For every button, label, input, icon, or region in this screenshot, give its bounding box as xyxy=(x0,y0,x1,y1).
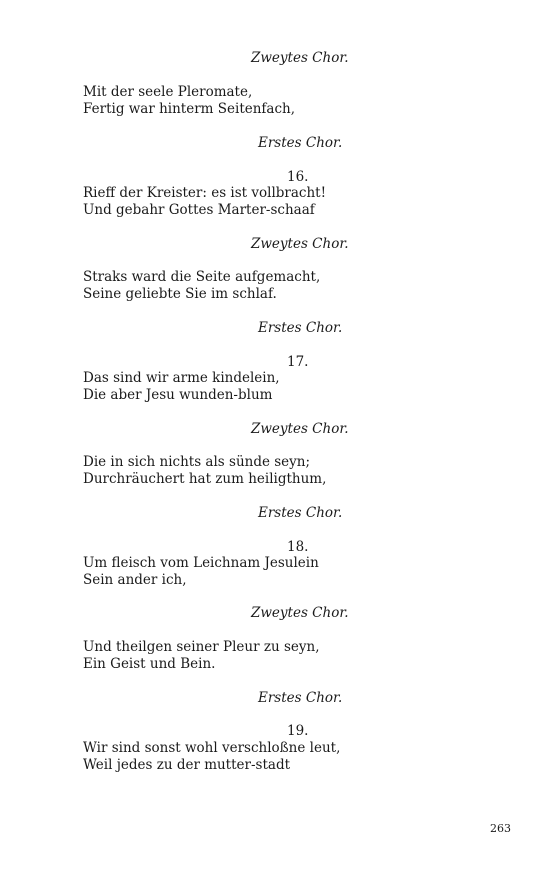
verse-line: Und gebahr Gottes Marter-schaaf xyxy=(83,202,315,218)
speaker-heading: Erstes Chor. xyxy=(258,690,343,706)
page-number: 263 xyxy=(490,822,511,835)
stanza-number: 17. xyxy=(287,354,309,370)
stanza-number: 19. xyxy=(287,723,309,739)
verse-line: Fertig war hinterm Seitenfach, xyxy=(83,101,296,117)
verse-line: Das sind wir arme kindelein, xyxy=(83,370,280,386)
speaker-heading: Zweytes Chor. xyxy=(251,421,349,437)
speaker-heading: Erstes Chor. xyxy=(258,135,343,151)
speaker-heading: Erstes Chor. xyxy=(258,505,343,521)
stanza-number: 18. xyxy=(287,539,309,555)
verse-line: Durchräuchert hat zum heiligthum, xyxy=(83,471,327,487)
stanza-number: 16. xyxy=(287,169,309,185)
verse-line: Mit der seele Pleromate, xyxy=(83,84,253,100)
verse-line: Ein Geist und Bein. xyxy=(83,656,216,672)
verse-line: Die aber Jesu wunden-blum xyxy=(83,387,273,403)
verse-line: Sein ander ich, xyxy=(83,572,187,588)
verse-line: Straks ward die Seite aufgemacht, xyxy=(83,269,321,285)
speaker-heading: Zweytes Chor. xyxy=(251,236,349,252)
speaker-heading: Erstes Chor. xyxy=(258,320,343,336)
verse-line: Die in sich nichts als sünde seyn; xyxy=(83,454,311,470)
speaker-heading: Zweytes Chor. xyxy=(251,605,349,621)
verse-line: Rieff der Kreister: es ist vollbracht! xyxy=(83,185,327,201)
verse-line: Wir sind sonst wohl verschloßne leut, xyxy=(83,740,341,756)
speaker-heading: Zweytes Chor. xyxy=(251,50,349,66)
verse-line: Um fleisch vom Leichnam Jesulein xyxy=(83,555,319,571)
verse-line: Und theilgen seiner Pleur zu seyn, xyxy=(83,639,320,655)
verse-line: Seine geliebte Sie im schlaf. xyxy=(83,286,277,302)
verse-line: Weil jedes zu der mutter-stadt xyxy=(83,757,291,773)
